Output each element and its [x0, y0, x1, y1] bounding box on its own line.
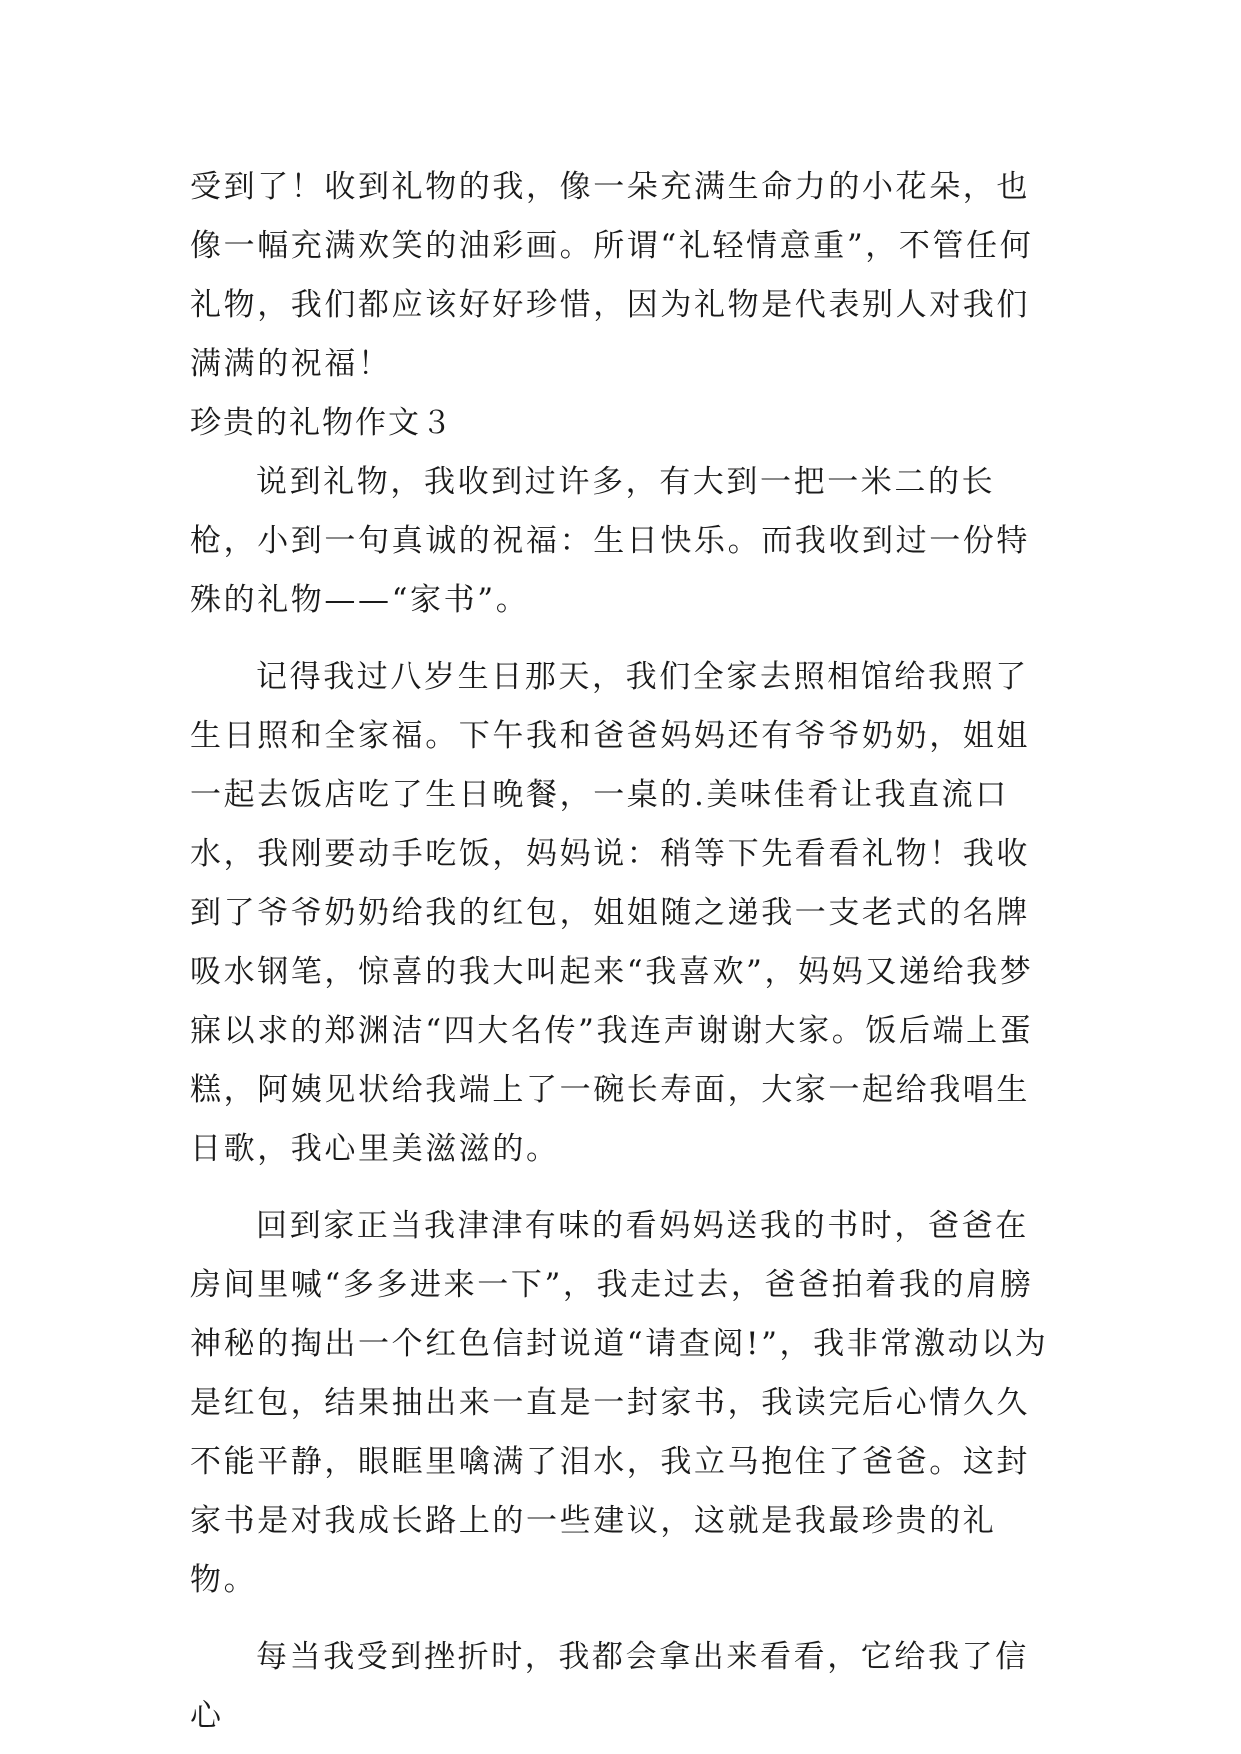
continuation-paragraph: 受到了！收到礼物的我，像一朵充满生命力的小花朵，也像一幅充满欢笑的油彩画。所谓“礼轻情意重”，不管任何礼物，我们都应该好好珍惜，因为礼物是代表别人对我们满满的祝福！ [190, 169, 1034, 382]
article-body [190, 158, 1050, 1746]
paragraph-1: 说到礼物，我收到过许多，有大到一把一米二的长枪，小到一句真诚的祝福：生日快乐。而我收到过一份特殊的礼物——“家书”。 [190, 464, 1030, 618]
paragraph-3: 回到家正当我津津有味的看妈妈送我的书时，爸爸在房间里喊“多多进来一下”，我走过去，爸爸拍着我的肩膀神秘的掏出一个红色信封说道“请查阅!”，我非常激动以为是红包，结果抽出来一直是一封家书，我读完后心情久久不能平静，眼眶里噙满了泪水，我立马抱住了爸爸。这封家书是对我成长路上的一些建议，这就是我最珍贵的礼物。 [190, 1208, 1049, 1598]
section-title: 珍贵的礼物作文３ [190, 405, 454, 441]
paragraph-2: 记得我过八岁生日那天，我们全家去照相馆给我照了生日照和全家福。下午我和爸爸妈妈还有爷爷奶奶，姐姐一起去饭店吃了生日晚餐，一桌的.美味佳肴让我直流口水，我刚要动手吃饭，妈妈说：稍等下先看看礼物！我收到了爷爷奶奶给我的红包，姐姐随之递我一支老式的名牌吸水钢笔，惊喜的我大叫起来“我喜欢”，妈妈又递给我梦寐以求的郑渊洁“四大名传”我连声谢谢大家。饭后端上蛋糕，阿姨见状给我端上了一碗长寿面，大家一起给我唱生日歌，我心里美滋滋的。 [190, 659, 1034, 1167]
paragraph-4: 每当我受到挫折时，我都会拿出来看看，它给我了信心 [190, 1639, 1029, 1734]
